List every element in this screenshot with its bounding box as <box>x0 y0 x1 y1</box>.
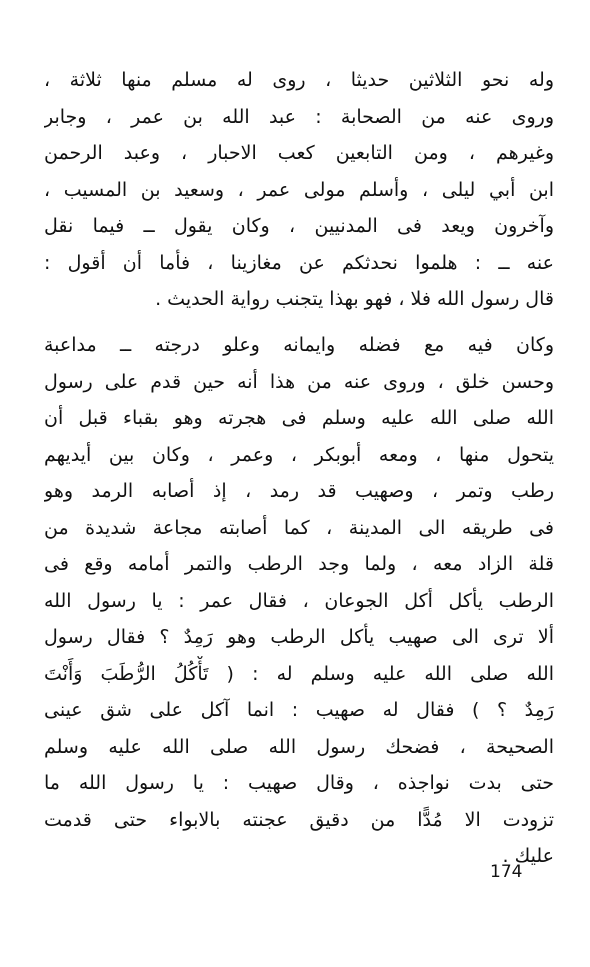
text-line: رطب وتمر ، وصهيب قد رمد ، إذ أصابه الرمد وهو <box>44 480 554 502</box>
text-line: عنه ــ : هلموا نحدثكم عن مغازينا ، فأما أن أقول : <box>44 251 554 274</box>
text-line: يتحول منها ، ومعه أبوبكر ، وعمر ، وكان بين أيديهم <box>44 443 554 466</box>
paragraph-2 <box>44 327 554 875</box>
text-line: ألا ترى الى صهيب يأكل الرطب وهو رَمِدٌ ؟ فقال رسول <box>44 626 554 648</box>
text-line: وحسن خلق ، وروى عنه من هذا أنه حين قدم على رسول <box>44 370 554 393</box>
text-line: وله نحو الثلاثين حديثا ، روى له مسلم منها ثلاثة ، <box>44 69 554 91</box>
text-line: فى طريقه الى المدينة ، كما أصابته مجاعة شديدة من <box>44 516 554 539</box>
text-line: وروى عنه من الصحابة : عبد الله بن عمر ، وجابر <box>44 105 554 128</box>
text-line: وكان فيه مع فضله وايمانه وعلو درجته ــ مداعبة <box>44 334 554 356</box>
text-line: قلة الزاد معه ، ولما وجد الرطب والتمر أمامه وقع فى <box>44 553 554 575</box>
text-line: الرطب يأكل أكل الجوعان ، فقال عمر : يا رسول الله <box>44 589 554 612</box>
text-line: وغيرهم ، ومن التابعين كعب الاحبار ، وعبد الرحمن <box>44 142 554 164</box>
text-line: الله صلى الله عليه وسلم فى هجرته وهو بقباء قبل أن <box>44 407 554 429</box>
text-line: وآخرون ويعد فى المدنيين ، وكان يقول ــ فيما نقل <box>44 215 554 237</box>
text-line: الله صلى الله عليه وسلم له : ( تَأْكُلُ الرُّطَبَ وَأَنْتَ <box>44 662 554 685</box>
text-line: عليك . <box>502 845 554 867</box>
text-line: حتى بدت نواجذه ، وقال صهيب : يا رسول الله ما <box>44 772 554 794</box>
text-line: رَمِدٌ ؟ ) فقال له صهيب : انما آكل على شق عينى <box>44 699 554 721</box>
text-line: ابن أبي ليلى ، وأسلم مولى عمر ، وسعيد بن المسيب ، <box>44 178 554 201</box>
text-line: قال رسول الله فلا ، فهو بهذا يتجنب رواية الحديث . <box>155 288 554 310</box>
text-line: الصحيحة ، فضحك رسول الله صلى الله عليه وسلم <box>44 735 554 758</box>
page-number: 174 <box>490 862 523 882</box>
paragraph-1 <box>44 62 554 318</box>
text-line: تزودت الا مُدًّا من دقيق عجنته بالابواء حتى قدمت <box>44 808 554 831</box>
